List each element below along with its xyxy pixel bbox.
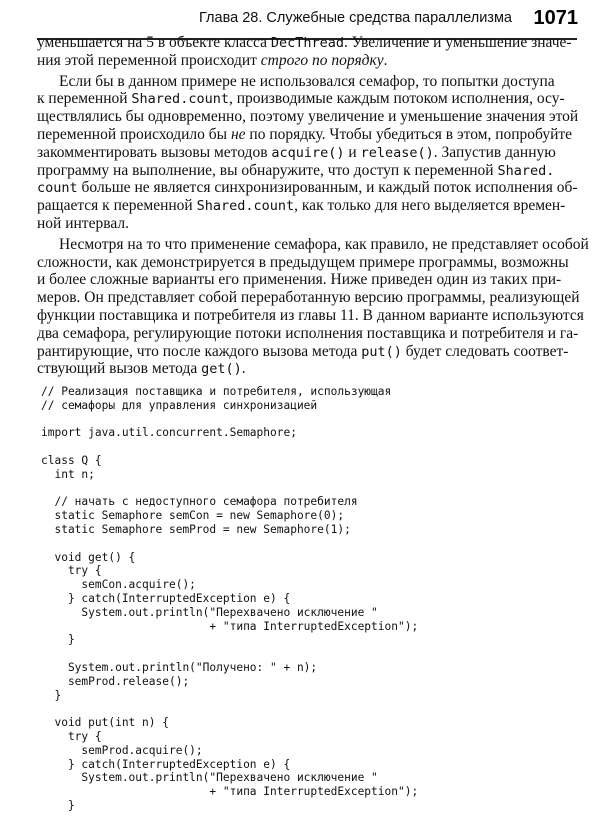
code-line: [41, 482, 418, 496]
code-identifier: Shared.: [497, 162, 555, 179]
text-line: уменьшается на 5 в объекте класса DecThread. Увеличение и уменьшение значе-: [37, 34, 572, 51]
code-line: import java.util.concurrent.Semaphore;: [41, 426, 297, 440]
page-header: [0, 8, 600, 36]
code-line: System.out.println("Перехвачено исключение ": [41, 771, 378, 785]
code-line: + "типа InterruptedException");: [41, 619, 419, 633]
text-line: ной интервал.: [37, 214, 129, 232]
text-line: два семафора, регулирующие потоки исполнения поставщика и потребителя и га-: [37, 324, 579, 342]
code-listing: [41, 385, 418, 813]
code-line: [41, 702, 418, 716]
code-identifier: acquire(): [271, 144, 345, 161]
code-line: void put(int n) {: [41, 716, 169, 730]
code-line: } catch(InterruptedException e) {: [41, 757, 291, 771]
text-line: count больше не является синхронизированным, и каждый поток исполнения об-: [37, 179, 578, 197]
code-line: semCon.acquire();: [41, 578, 196, 592]
code-line: semProd.acquire();: [41, 743, 203, 757]
code-identifier: put(): [361, 343, 402, 360]
text-line: и более сложные варианты его применения. Ниже приведен один из таких при-: [37, 271, 562, 289]
text-line: Если бы в данном примере не использовался семафор, то попытки доступа: [59, 72, 555, 90]
text-line: ния этой переменной происходит строго по порядку.: [37, 51, 388, 69]
code-identifier: count: [37, 180, 78, 197]
text-line: ствующий вызов метода get().: [37, 360, 246, 378]
page-number: 1071: [533, 7, 578, 29]
code-line: class Q {: [41, 453, 102, 467]
code-line: semProd.release();: [41, 674, 190, 688]
text-line: к переменной Shared.count, производимые каждым потоком исполнения, осу-: [37, 90, 565, 108]
emphasis: не: [230, 125, 246, 143]
code-line: } catch(InterruptedException e) {: [41, 591, 291, 605]
code-line: }: [41, 688, 62, 702]
code-line: static Semaphore semProd = new Semaphore(1);: [41, 522, 351, 536]
code-line: void get() {: [41, 550, 136, 564]
code-line: + "типа InterruptedException");: [41, 785, 419, 799]
code-line: // Реализация поставщика и потребителя, использующая: [41, 385, 392, 398]
code-line: // начать с недоступного семафора потребителя: [41, 495, 358, 509]
code-line: // семафоры для управления синхронизацией: [41, 398, 318, 412]
text-line: программу на выполнение, вы обнаружите, что доступ к переменной Shared.: [37, 161, 555, 179]
code-line: try {: [41, 729, 102, 743]
code-line: [41, 647, 418, 661]
text-line: меров. Он представляет собой переработанную версию программы, реализующей: [37, 289, 580, 307]
text-line: ращается к переменной Shared.count, как только для него выделяется времен-: [37, 197, 566, 215]
code-line: [41, 440, 418, 454]
code-line: int n;: [41, 467, 95, 481]
code-line: System.out.println("Перехвачено исключение ": [41, 605, 378, 619]
text-line: закомментировать вызовы методов acquire() и release(). Запустив данную: [37, 143, 556, 161]
code-identifier: Shared.count: [196, 198, 295, 215]
code-identifier: get(): [201, 361, 242, 378]
code-identifier: DecThread: [270, 35, 345, 51]
code-line: try {: [41, 564, 102, 578]
code-line: }: [41, 633, 75, 647]
code-line: [41, 537, 418, 551]
chapter-title: Глава 28. Служебные средства параллелизма: [199, 10, 512, 26]
text-line: сложности, как демонстрируется в предыдущем примере программы, возможны: [37, 253, 569, 271]
code-line: [41, 413, 418, 427]
text-line: функции поставщика и потребителя из главы 11. В данном варианте используются: [37, 306, 584, 324]
text-line: ществлялись бы одновременно, поэтому увеличение и уменьшение значения этой: [37, 108, 579, 126]
text-line: Несмотря на то что применение семафора, как правило, не представляет особой: [59, 235, 589, 253]
code-line: }: [41, 798, 75, 812]
code-identifier: Shared.count: [131, 91, 229, 108]
body-text: [37, 34, 589, 378]
text-line: переменной происходило бы не по порядку. Чтобы убедиться в этом, попробуйте: [37, 125, 573, 143]
text-line: рантирующие, что после каждого вызова метода put() будет следовать соответ-: [37, 342, 569, 360]
emphasis: строго по порядку: [260, 51, 384, 69]
code-identifier: release(): [360, 144, 434, 161]
code-line: static Semaphore semCon = new Semaphore(0);: [41, 509, 345, 523]
code-line: System.out.println("Получено: " + n);: [41, 660, 318, 674]
